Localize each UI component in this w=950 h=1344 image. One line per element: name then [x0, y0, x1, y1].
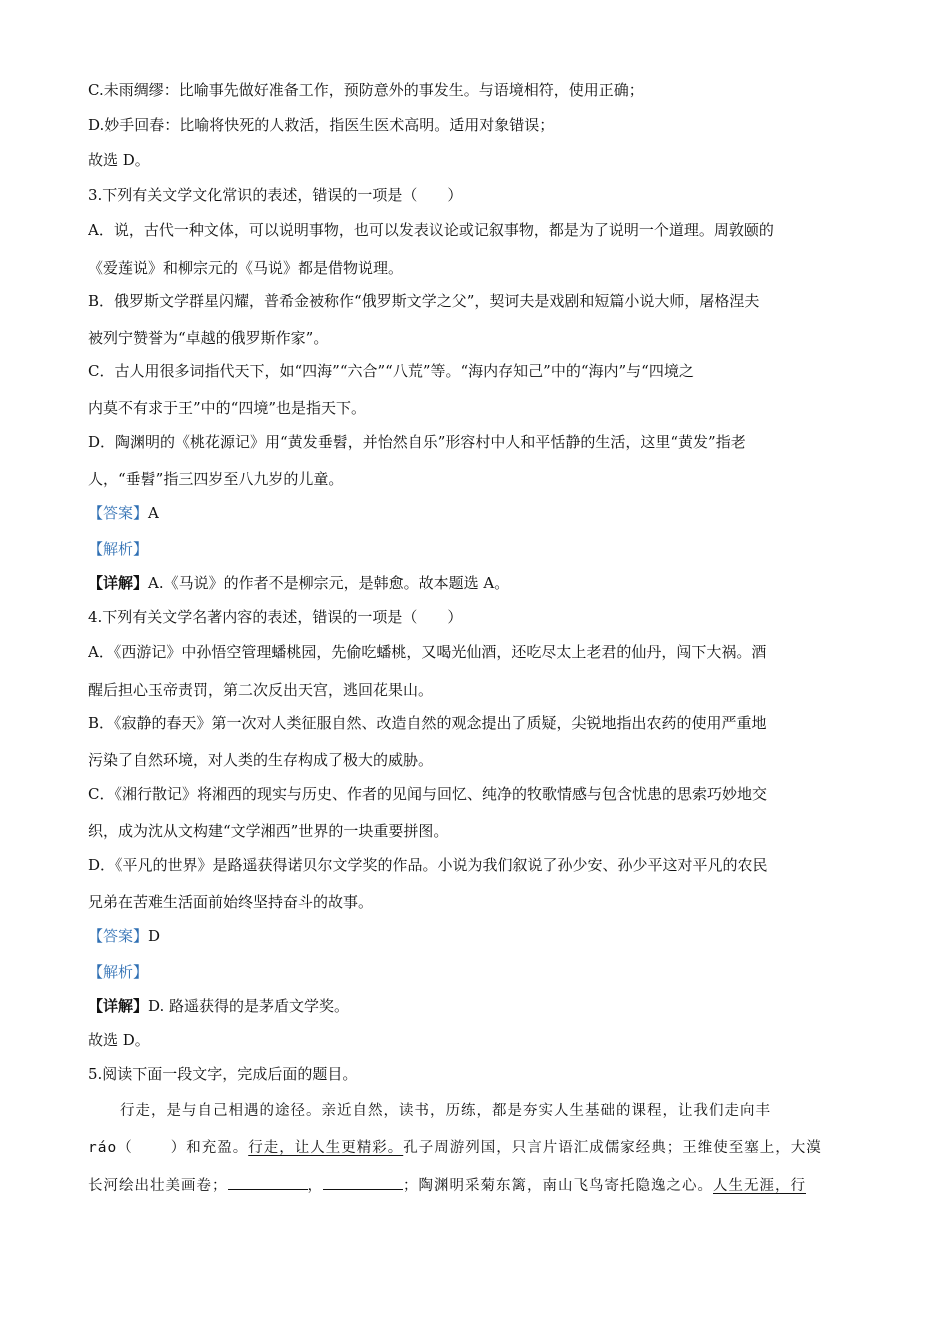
q3-option-d-cont: 人，“垂髫”指三四岁至八九岁的儿童。 — [88, 470, 344, 488]
q4-option-a: A．《西游记》中孙悟空管理蟠桃园，先偷吃蟠桃，又喝光仙酒，还吃尽太上老君的仙丹，闯下大祸。酒 — [88, 643, 767, 661]
q4-option-d-cont: 兄弟在苦难生活面前始终坚持奋斗的故事。 — [88, 893, 374, 911]
q4-answer — [88, 926, 863, 946]
fill-blank-2[interactable] — [323, 1175, 403, 1190]
q3-detail — [88, 573, 863, 593]
q3-option-c-cont: 内莫不有求于王”中的“四境”也是指天下。 — [88, 399, 367, 417]
passage-line — [88, 1138, 863, 1158]
text-line: 故选 D。 — [88, 1031, 150, 1049]
q3-option-b-cont: 被列宁赞誉为“卓越的俄罗斯作家”。 — [88, 329, 329, 347]
underlined-sentence: 人生无涯，行 — [713, 1178, 806, 1194]
passage-line — [88, 1175, 863, 1196]
pinyin-prompt: ráo（ — [88, 1140, 133, 1156]
text-line: C.未雨绸缪：比喻事先做好准备工作，预防意外的事发生。与语境相符，使用正确； — [88, 81, 644, 99]
q3-option-d: D．陶渊明的《桃花源记》用“黄发垂髫，并怡然自乐”形容村中人和平恬静的生活，这里“黄发”指老 — [88, 433, 746, 451]
q4-option-c-cont: 织，成为沈从文构建“文学湘西”世界的一块重要拼图。 — [88, 822, 449, 840]
q3-option-a-cont: 《爱莲说》和柳宗元的《马说》都是借物说理。 — [88, 259, 404, 277]
underlined-sentence: 行走，让人生更精彩。 — [248, 1140, 404, 1156]
passage-text: ；陶渊明采菊东篱，南山飞鸟寄托隐逸之心。 — [403, 1178, 713, 1194]
q4-option-a-cont: 醒后担心玉帝责罚，第二次反出天宫，逃回花果山。 — [88, 681, 434, 699]
text-line: D.妙手回春：比喻将快死的人救活，指医生医术高明。适用对象错误； — [88, 116, 555, 134]
question-5-stem: 5.阅读下面一段文字，完成后面的题目。 — [88, 1065, 358, 1083]
passage-text: ， — [307, 1178, 323, 1194]
q4-analysis-tag — [88, 962, 863, 982]
q3-option-b: B．俄罗斯文学群星闪耀，普希金被称作“俄罗斯文学之父”，契诃夫是戏剧和短篇小说大师，屠格涅夫 — [88, 292, 760, 310]
q3-analysis-tag — [88, 539, 863, 559]
q4-option-b-cont: 污染了自然环境，对人类的生存构成了极大的威胁。 — [88, 751, 434, 769]
detail-text: A.《马说》的作者不是柳宗元，是韩愈。故本题选 A。 — [148, 574, 510, 592]
q4-option-d: D．《平凡的世界》是路遥获得诺贝尔文学奖的作品。小说为我们叙说了孙少安、孙少平这对平凡的农民 — [88, 856, 768, 874]
q4-option-b: B．《寂静的春天》第一次对人类征服自然、改造自然的观念提出了质疑，尖锐地指出农药的使用严重地 — [88, 714, 767, 732]
answer-value: A — [148, 504, 159, 522]
q3-option-c: C．古人用很多词指代天下，如“四海”“六合”“八荒”等。“海内存知己”中的“海内”与“四境之 — [88, 362, 694, 380]
answer-tag: 【答案】 — [88, 927, 149, 945]
question-4-stem: 4.下列有关文学名著内容的表述，错误的一项是（ ） — [88, 608, 463, 626]
analysis-tag: 【解析】 — [88, 963, 149, 981]
answer-value: D — [148, 927, 161, 945]
fill-blank-1[interactable] — [228, 1175, 308, 1190]
q4-detail — [88, 996, 863, 1016]
passage-text: ）和充盈。 — [170, 1140, 249, 1156]
detail-text: D. 路遥获得的是茅盾文学奖。 — [148, 997, 350, 1015]
question-3-stem: 3.下列有关文学文化常识的表述，错误的一项是（ ） — [88, 186, 463, 204]
passage-text: 孔子周游列国，只言片语汇成儒家经典；王维使至塞上，大漠 — [403, 1140, 822, 1156]
answer-tag: 【答案】 — [88, 504, 149, 522]
analysis-tag: 【解析】 — [88, 540, 149, 558]
text-line: 故选 D。 — [88, 151, 150, 169]
passage-text: 长河绘出壮美画卷； — [88, 1178, 228, 1194]
detail-tag: 【详解】 — [88, 997, 149, 1015]
detail-tag: 【详解】 — [88, 574, 149, 592]
passage-line: 行走，是与自己相遇的途径。亲近自然，读书，历练，都是夯实人生基础的课程，让我们走向丰 — [120, 1103, 771, 1119]
q3-option-a: A．说，古代一种文体，可以说明事物，也可以发表议论或记叙事物，都是为了说明一个道理。周敦颐的 — [88, 221, 774, 239]
q3-answer — [88, 503, 863, 523]
q4-option-c: C．《湘行散记》将湘西的现实与历史、作者的见闻与回忆、纯净的牧歌情感与包含忧患的思索巧妙地交 — [88, 785, 767, 803]
